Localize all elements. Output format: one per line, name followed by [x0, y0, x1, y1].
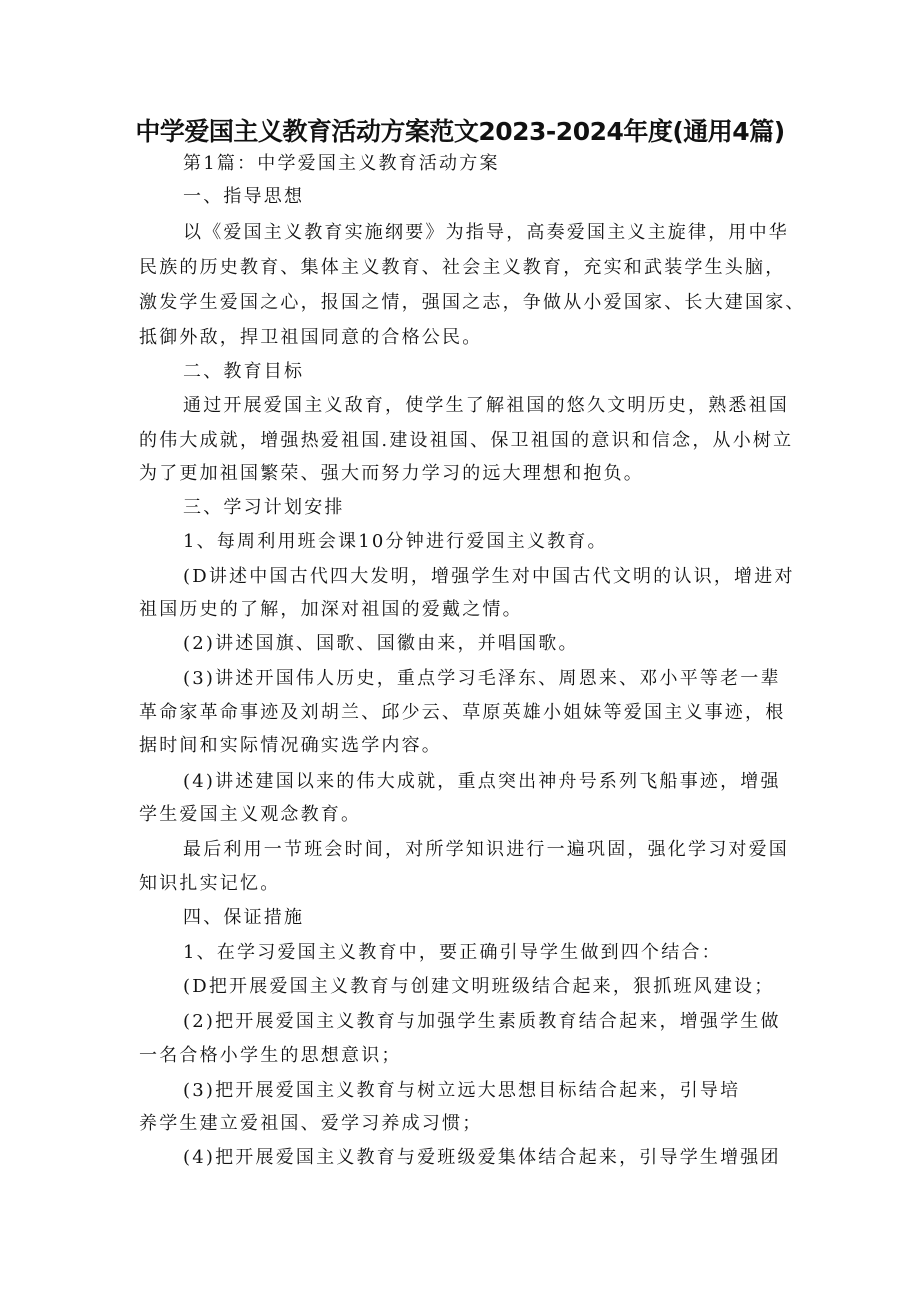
paragraph-line: 通过开展爱国主义敌育，使学生了解祖国的悠久文明历史，熟悉祖国 [183, 395, 789, 416]
section-heading: 二、教育目标 [183, 361, 305, 382]
paragraph-line: 为了更加祖国繁荣、强大而努力学习的远大理想和抱负。 [139, 463, 644, 484]
paragraph-line: 学生爱国主义观念教育。 [139, 804, 362, 825]
paragraph-line: (4)把开展爱国主义教育与爱班级爱集体结合起来，引导学生增强团 [183, 1147, 781, 1168]
paragraph-line: 抵御外敌，捍卫祖国同意的合格公民。 [139, 327, 483, 348]
paragraph-line: 以《爱国主义教育实施纲要》为指导，高奏爱国主义主旋律，用中华 [183, 222, 789, 243]
paragraph-line: 祖国历史的了解，加深对祖国的爱戴之情。 [139, 599, 523, 620]
paragraph-line: 革命家革命事迹及刘胡兰、邱少云、草原英雄小姐妹等爱国主义事迹，根 [139, 702, 786, 723]
paragraph-line: 激发学生爱国之心，报国之情，强国之志，争做从小爱国家、长大建国家、 [139, 292, 806, 313]
paragraph-line: (4)讲述建国以来的伟大成就，重点突出神舟号系列飞船事迹，增强 [183, 771, 781, 792]
paragraph-line: 的伟大成就，增强热爱祖国.建设祖国、保卫祖国的意识和信念，从小树立 [139, 430, 794, 451]
paragraph-line: 据时间和实际情况确实选学内容。 [139, 735, 442, 756]
paragraph-line: (3)把开展爱国主义教育与树立远大思想目标结合起来，引导培 [183, 1080, 741, 1101]
paragraph-line: 1、在学习爱国主义教育中，要正确引导学生做到四个结合： [183, 942, 722, 963]
section-heading-part1: 第1篇：中学爱国主义教育活动方案 [183, 153, 500, 174]
section-heading: 一、指导思想 [183, 186, 305, 207]
paragraph-line: 民族的历史教育、集体主义教育、社会主义教育，充实和武装学生头脑， [139, 257, 786, 278]
paragraph-line: 1、每周利用班会课10分钟进行爱国主义教育。 [183, 531, 608, 552]
paragraph-line: (D把开展爱国主义教育与创建文明班级结合起来，狠抓班风建设； [183, 976, 775, 997]
paragraph-line: 一名合格小学生的思想意识； [139, 1045, 402, 1066]
section-heading: 四、保证措施 [183, 907, 305, 928]
paragraph-line: (D讲述中国古代四大发明，增强学生对中国古代文明的认识，增进对 [183, 566, 795, 587]
paragraph-line: (2)讲述国旗、国歌、国徽由来，并唱国歌。 [183, 633, 579, 654]
paragraph-line: (2)把开展爱国主义教育与加强学生素质教育结合起来，增强学生做 [183, 1011, 781, 1032]
paragraph-line: 知识扎实记忆。 [139, 873, 281, 894]
document-title: 中学爱国主义教育活动方案范文2023-2024年度(通用4篇) [135, 117, 785, 146]
paragraph-line: (3)讲述开国伟人历史，重点学习毛泽东、周恩来、邓小平等老一辈 [183, 668, 781, 689]
paragraph-line: 养学生建立爱祖国、爱学习养成习惯； [139, 1113, 483, 1134]
paragraph-line: 最后利用一节班会时间，对所学知识进行一遍巩固，强化学习对爱国 [183, 839, 789, 860]
section-heading: 三、学习计划安排 [183, 497, 345, 518]
